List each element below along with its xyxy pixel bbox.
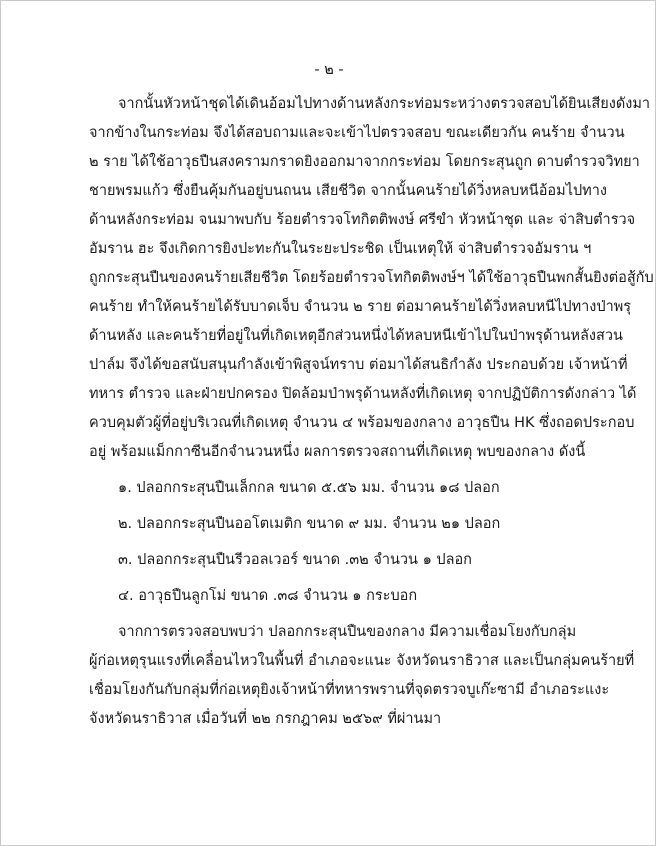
paragraph-1-line: จากข้างในกระท่อม จึงได้สอบถามและจะเข้าไปตรวจสอบ ขณะเดียวกัน คนร้าย จำนวน (89, 125, 625, 141)
paragraph-1-line: ควบคุมตัวผู้ที่อยู่บริเวณที่เกิดเหตุ จำนวน ๔ พร้อมของกลาง อาวุธปืน HK ซึ่งถอดประกอบ (89, 415, 635, 431)
paragraph-2-line: จังหวัดนราธิวาส เมื่อวันที่ ๒๒ กรกฎาคม ๒๕๖๙ ที่ผ่านมา (89, 711, 442, 727)
paragraph-1-line: คนร้าย ทำให้คนร้ายได้รับบาดเจ็บ จำนวน ๒ ราย ต่อมาคนร้ายได้วิ่งหลบหนีไปทางป่าพรุ (89, 299, 632, 315)
paragraph-1-line: ด้านหลังกระท่อม จนมาพบกับ ร้อยตำรวจโทกิตติพงษ์ ศรีขำ หัวหน้าชุด และ จ่าสิบตำรวจ (89, 212, 636, 228)
evidence-list-item: ๒. ปลอกกระสุนปืนออโตเมติก ขนาด ๙ มม. จำนวน ๒๑ ปลอก (118, 516, 501, 532)
evidence-list-item: ๑. ปลอกกระสุนปืนเล็กกล ขนาด ๕.๕๖ มม. จำนวน ๑๘ ปลอก (118, 480, 500, 496)
paragraph-1-line: จากนั้นหัวหน้าชุดได้เดินอ้อมไปทางด้านหลังกระท่อมระหว่างตรวจสอบได้ยินเสียงดังมา (118, 96, 651, 112)
paragraph-2-line: เชื่อมโยงกันกับกลุ่มที่ก่อเหตุยิงเจ้าหน้าที่ทหารพรานที่จุดตรวจบูเก๊ะซามี อำเภอระแงะ (89, 682, 610, 698)
paragraph-1-line: ด้านหลัง และคนร้ายที่อยู่ในที่เกิดเหตุอีกส่วนหนึ่งได้หลบหนีเข้าไปในป่าพรุด้านหลังสวน (89, 328, 623, 344)
paragraph-1-line: ถูกกระสุนปืนของคนร้ายเสียชีวิต โดยร้อยตำรวจโทกิตติพงษ์ฯ ได้ใช้อาวุธปืนพกสั้นยิงต่อสู้กับ (89, 270, 654, 286)
paragraph-1-line: อัมราน ฮะ จึงเกิดการยิงปะทะกันในระยะประชิด เป็นเหตุให้ จ่าสิบตำรวจอัมราน ฯ (89, 241, 592, 257)
evidence-list-item: ๔. อาวุธปืนลูกโม่ ขนาด .๓๘ จำนวน ๑ กระบอก (118, 588, 418, 604)
paragraph-1-line: ทหาร ตำรวจ และฝ่ายปกครอง ปิดล้อมป่าพรุด้านหลังที่เกิดเหตุ จากปฏิบัติการดังกล่าว ได้ (89, 386, 637, 402)
paragraph-1-line: ปาล์ม จึงได้ขอสนับสนุนกำลังเข้าพิสูจน์ทราบ ต่อมาได้สนธิกำลัง ประกอบด้วย เจ้าหน้าที่ (89, 357, 628, 373)
paragraph-1-line: ๒ ราย ได้ใช้อาวุธปืนสงครามกราดยิงออกมาจากกระท่อม โดยกระสุนถูก ดาบตำรวจวิทยา (89, 154, 640, 170)
paragraph-1-line: ชายพรมแก้ว ซึ่งยืนคุ้มกันอยู่บนถนน เสียชีวิต จากนั้นคนร้ายได้วิ่งหลบหนีอ้อมไปทาง (89, 183, 607, 199)
paragraph-2-line: ผู้ก่อเหตุรุนแรงที่เคลื่อนไหวในพื้นที่ อำเภอจะแนะ จังหวัดนราธิวาส และเป็นกลุ่มคนร้ายที่ (89, 653, 635, 669)
paragraph-2-line: จากการตรวจสอบพบว่า ปลอกกระสุนปืนของกลาง มีความเชื่อมโยงกับกลุ่ม (118, 624, 577, 640)
paragraph-1-line: อยู่ พร้อมแม็กกาซีนอีกจำนวนหนึ่ง ผลการตรวจสถานที่เกิดเหตุ พบของกลาง ดังนี้ (89, 444, 586, 460)
page-number: - ๒ - (314, 62, 344, 78)
evidence-list-item: ๓. ปลอกกระสุนปืนรีวอลเวอร์ ขนาด .๓๒ จำนวน ๑ ปลอก (118, 552, 472, 568)
